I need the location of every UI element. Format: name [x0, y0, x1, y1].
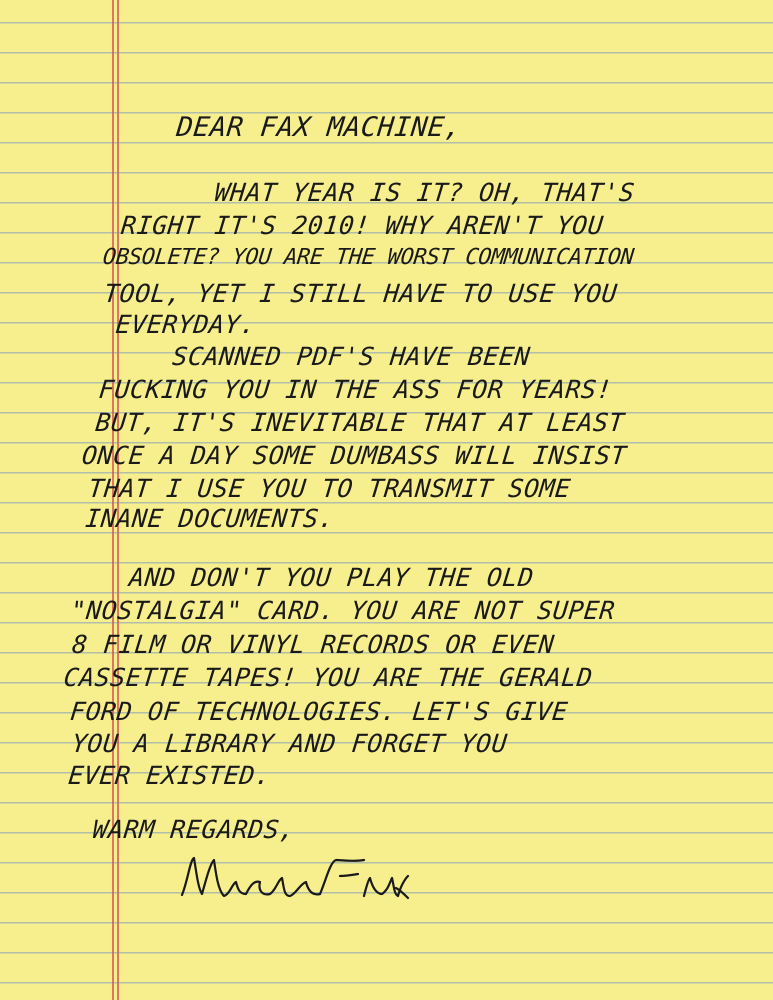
- letter-line: RIGHT IT'S 2010! WHY AREN'T YOU: [119, 211, 605, 240]
- signature-scribble: [180, 850, 410, 910]
- salutation: DEAR FAX MACHINE,: [174, 112, 464, 143]
- letter-line: YOU A LIBRARY AND FORGET YOU: [70, 729, 509, 758]
- letter-line: INANE DOCUMENTS.: [83, 504, 336, 533]
- letter-line: AND DON'T YOU PLAY THE OLD: [127, 563, 536, 592]
- letter-line: THAT I USE YOU TO TRANSMIT SOME: [87, 474, 573, 503]
- letter-line: EVER EXISTED.: [66, 761, 273, 790]
- letter-line: ONCE A DAY SOME DUMBASS WILL INSIST: [80, 441, 628, 470]
- letter-line: SCANNED PDF'S HAVE BEEN: [171, 342, 532, 371]
- letter-line: TOOL, YET I STILL HAVE TO USE YOU: [102, 279, 619, 308]
- letter-line: OBSOLETE? YOU ARE THE WORST COMMUNICATION: [101, 245, 636, 270]
- closing: WARM REGARDS,: [91, 815, 297, 844]
- letter-line: WHAT YEAR IS IT? OH, THAT'S: [213, 178, 637, 207]
- letter-line: "NOSTALGIA" CARD. YOU ARE NOT SUPER: [69, 596, 617, 625]
- letter-line: CASSETTE TAPES! YOU ARE THE GERALD: [62, 663, 595, 692]
- letter-line: EVERYDAY.: [114, 310, 258, 339]
- signature: [180, 850, 410, 910]
- letter-line: FORD OF TECHNOLOGIES. LET'S GIVE: [68, 697, 570, 726]
- letter-line: BUT, IT'S INEVITABLE THAT AT LEAST: [94, 408, 626, 437]
- letter-line: FUCKING YOU IN THE ASS FOR YEARS!: [97, 375, 614, 404]
- letter-line: 8 FILM OR VINYL RECORDS OR EVEN: [70, 630, 556, 659]
